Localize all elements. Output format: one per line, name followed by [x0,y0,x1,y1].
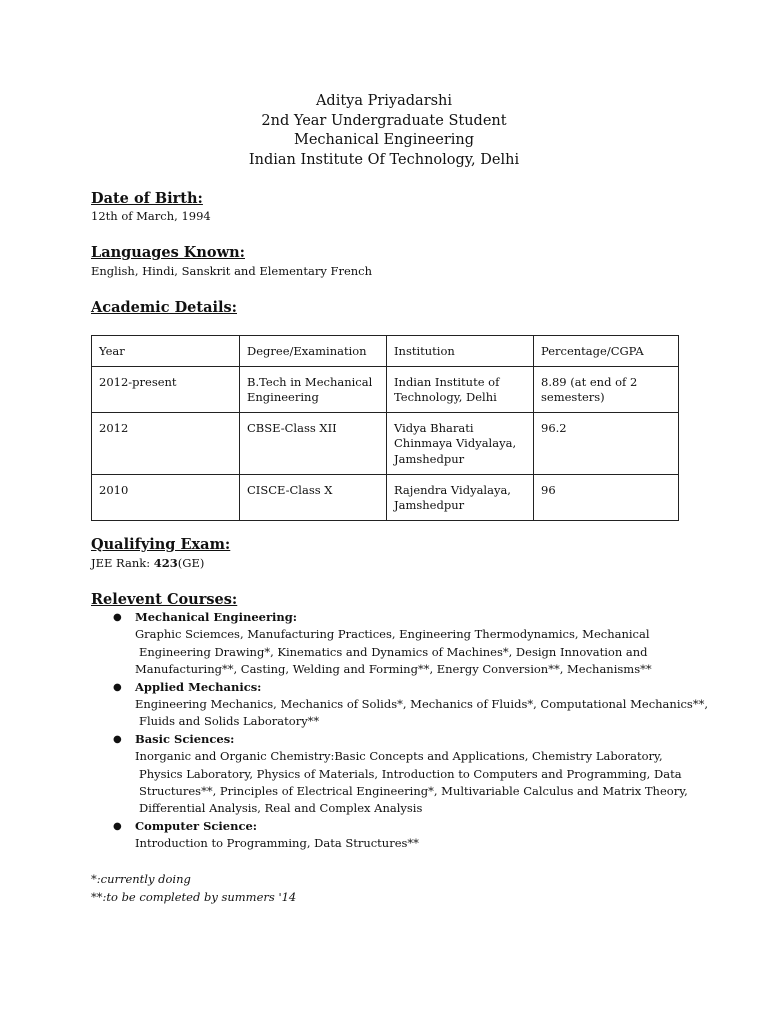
course-line: Fluids and Solids Laboratory** [139,714,320,729]
course-category-text [135,835,713,852]
qualifying-title: Qualifying Exam: [91,536,231,553]
course-category-text [135,626,713,678]
course-line: Engineering Drawing*, Kinematics and Dynamics of Machines*, Design Innovation and [139,644,648,659]
bullet-icon: ● [113,820,122,832]
footnotes [91,871,296,906]
course-category-name: Basic Sciences: [135,731,235,746]
cell-percentage: 8.89 (at end of 2 semesters) [534,366,679,412]
courses-title: Relevent Courses: [91,591,238,608]
course-line: Structures**, Principles of Electrical Engineering*, Multivariable Calculus and Matrix Theory, [139,784,688,799]
course-category-name: Computer Science: [135,818,258,833]
table-row [92,474,679,520]
cell-institution: Vidya Bharati Chinmaya Vidyalaya, Jamshedpur [387,412,534,474]
cell-institution: Rajendra Vidyalaya, Jamshedpur [387,474,534,520]
candidate-department: Mechanical Engineering [293,132,475,148]
list-item [113,679,713,731]
academic-title: Academic Details: [91,299,237,316]
cell-year: 2012 [92,412,240,474]
course-line: Inorganic and Organic Chemistry:Basic Concepts and Applications, Chemistry Laboratory, [135,749,663,764]
course-category-text [135,748,713,818]
course-line: Introduction to Programming, Data Structures** [135,836,419,851]
bullet-icon: ● [113,612,122,623]
list-item [113,818,713,853]
qualifying-value [91,556,204,570]
cell-degree: CISCE-Class X [240,474,387,520]
cell-percentage: 96.2 [534,412,679,474]
languages-value: English, Hindi, Sanskrit and Elementary French [91,264,373,278]
candidate-year: 2nd Year Undergraduate Student [261,112,507,129]
course-line: Engineering Mechanics, Mechanics of Solids*, Mechanics of Fluids*, Computational Mechanics**, [135,697,708,712]
cell-year: 2010 [92,474,240,520]
bullet-icon: ● [113,681,122,693]
header-year: Year [92,336,240,367]
dob-title: Date of Birth: [91,190,203,207]
course-category-text [135,696,713,731]
header-percentage: Percentage/CGPA [534,336,679,367]
course-category-name: Mechanical Engineering: [135,610,298,624]
course-line: Physics Laboratory, Physics of Materials, Introduction to Computers and Programming, Data [139,766,682,781]
cell-percentage: 96 [534,474,679,520]
table-row [92,366,679,412]
cell-institution: Indian Institute of Technology, Delhi [387,366,534,412]
course-category-name: Applied Mechanics: [135,679,262,694]
table-row [92,412,679,474]
course-line: Graphic Sciemces, Manufacturing Practices, Engineering Thermodynamics, Mechanical [135,627,650,642]
candidate-institute: Indian Institute Of Technology, Delhi [248,151,520,168]
list-item [113,731,713,818]
languages-title: Languages Known: [91,244,245,261]
resume-header [0,92,768,170]
bullet-icon: ● [113,733,122,745]
course-line: Differential Analysis, Real and Complex Analysis [139,801,423,816]
footnote-current: *:currently doing [91,872,191,886]
header-degree: Degree/Examination [240,336,387,367]
footnote-future: **:to be completed by summers '14 [91,889,297,904]
jee-rank-category: (GE) [177,556,205,570]
jee-rank-number: 423 [153,556,178,570]
cell-degree: B.Tech in Mechanical Engineering [240,366,387,412]
list-item [113,609,713,679]
course-list [113,609,713,853]
course-line: Manufacturing**, Casting, Welding and Forming**, Energy Conversion**, Mechanisms** [135,662,652,677]
cell-year: 2012-present [92,366,240,412]
jee-rank-label: JEE Rank: [91,556,154,570]
header-institution: Institution [387,336,534,367]
academic-table [91,335,679,521]
table-header-row [92,336,679,367]
cell-degree: CBSE-Class XII [240,412,387,474]
candidate-name: Aditya Priyadarshi [315,93,453,109]
dob-value: 12th of March, 1994 [91,209,211,223]
